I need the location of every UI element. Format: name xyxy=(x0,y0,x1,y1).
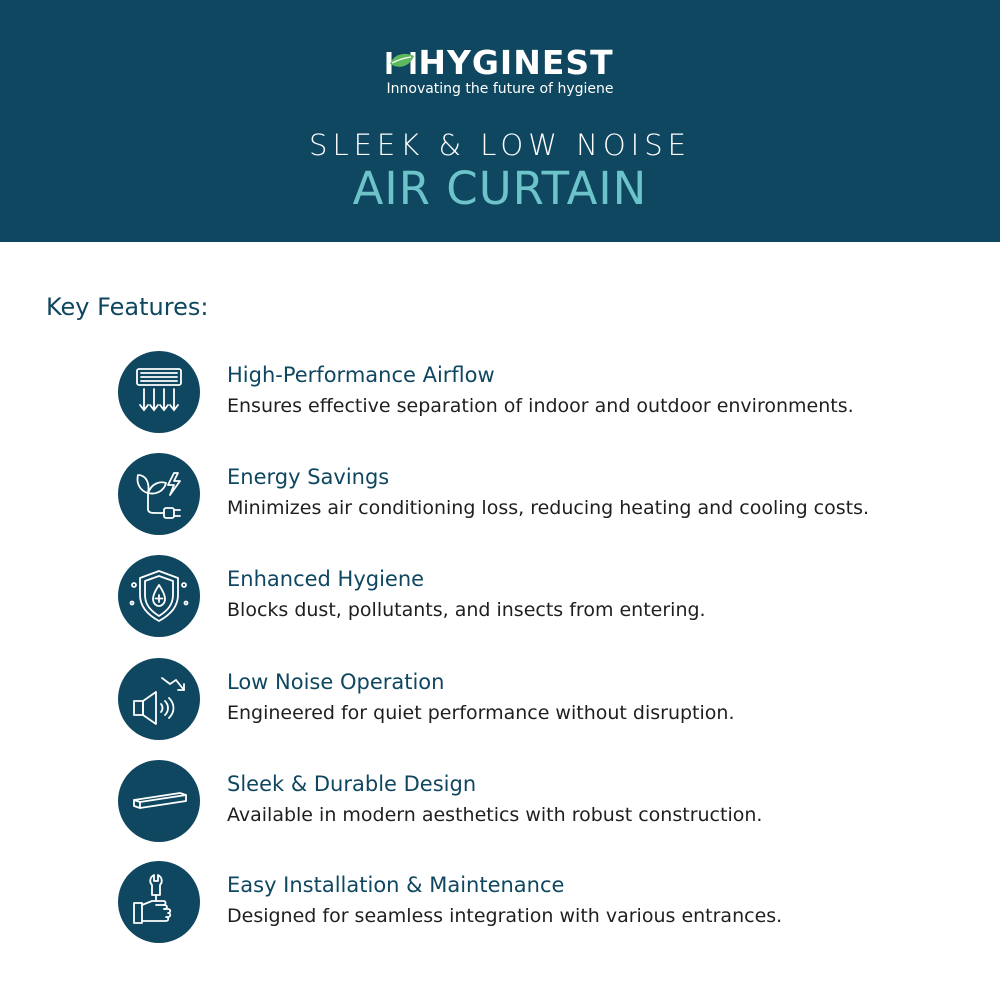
feature-title: High-Performance Airflow xyxy=(227,363,495,387)
air-curtain-airflow-icon xyxy=(118,351,200,433)
feature-description: Minimizes air conditioning loss, reducing heating and cooling costs. xyxy=(227,497,870,519)
feature-description: Blocks dust, pollutants, and insects from entering. xyxy=(227,599,706,621)
feature-energy xyxy=(118,453,988,537)
feature-design xyxy=(118,760,988,844)
feature-description: Ensures effective separation of indoor and outdoor environments. xyxy=(227,395,854,417)
speaker-low-volume-icon xyxy=(118,658,200,740)
feature-installation xyxy=(118,861,988,945)
feature-description: Engineered for quiet performance without disruption. xyxy=(227,702,735,724)
header-banner xyxy=(0,0,1000,242)
wrench-hand-icon xyxy=(118,861,200,943)
leaf-plug-energy-icon xyxy=(118,453,200,535)
section-title: Key Features: xyxy=(46,293,209,321)
feature-airflow xyxy=(118,351,988,435)
feature-low-noise xyxy=(118,658,988,742)
feature-title: Easy Installation & Maintenance xyxy=(227,873,565,897)
brand-tagline: Innovating the future of hygiene xyxy=(386,81,614,97)
feature-hygiene xyxy=(118,555,988,639)
page-title: AIR CURTAIN xyxy=(352,162,648,215)
page-subtitle: SLEEK & LOW NOISE xyxy=(309,128,691,162)
feature-title: Low Noise Operation xyxy=(227,670,445,694)
shield-hygiene-icon xyxy=(118,555,200,637)
feature-description: Available in modern aesthetics with robust construction. xyxy=(227,804,763,826)
feature-title: Energy Savings xyxy=(227,465,390,489)
feature-description: Designed for seamless integration with various entrances. xyxy=(227,905,783,927)
feature-title: Sleek & Durable Design xyxy=(227,772,477,796)
brand-name: HYGINEST xyxy=(418,43,614,82)
feature-title: Enhanced Hygiene xyxy=(227,567,425,591)
slim-unit-design-icon xyxy=(118,760,200,842)
